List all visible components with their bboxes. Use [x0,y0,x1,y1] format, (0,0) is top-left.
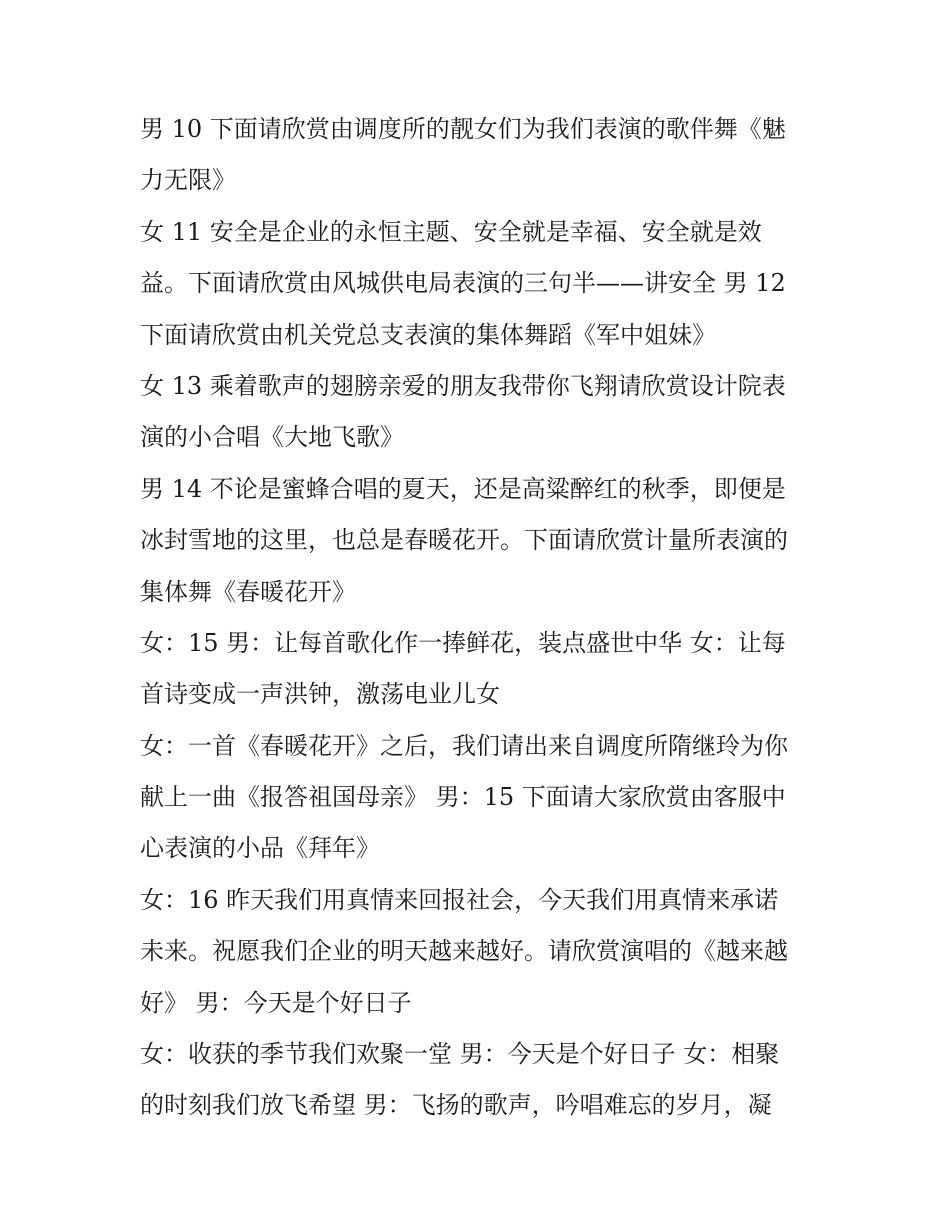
text-line: 未来。祝愿我们企业的明天越来越好。请欣赏演唱的《越来越 [140,937,788,966]
text-line: 男 10 下面请欣赏由调度所的靓女们为我们表演的歌伴舞《魅 [140,115,786,143]
text-line: 女：一首《春暖花开》之后，我们请出来自调度所隋继玲为你 [140,731,788,760]
document-body [140,104,830,1132]
text-line: 冰封雪地的这里，也总是春暖花开。下面请欣赏计量所表演的 [140,526,788,555]
text-line: 女 13 乘着歌声的翅膀亲爱的朋友我带你飞翔请欣赏设计院表 [140,371,786,400]
text-line: 男 14 不论是蜜蜂合唱的夏天，还是高粱醉红的秋季，即便是 [140,474,786,503]
text-line: 女：16 昨天我们用真情来回报社会，今天我们用真情来承诺 [140,885,779,914]
text-line: 首诗变成一声洪钟，激荡电业儿女 [140,680,500,709]
text-line: 演的小合唱《大地飞歌》 [140,423,404,452]
text-line: 心表演的小品《拜年》 [140,834,380,863]
text-line: 的时刻我们放飞希望 男：飞扬的歌声，吟唱难忘的岁月，凝 [140,1091,772,1120]
text-line: 集体舞《春暖花开》 [140,577,356,606]
text-line: 力无限》 [140,166,236,195]
text-line: 好》 男：今天是个好日子 [140,988,412,1017]
text-line: 女 11 安全是企业的永恒主题、安全就是幸福、安全就是效 [140,217,762,246]
text-line: 献上一曲《报答祖国母亲》 男：15 下面请大家欣赏由客服中 [140,783,786,812]
text-line: 益。下面请欣赏由风城供电局表演的三句半——讲安全 男 12 [140,269,786,298]
text-line: 女：收获的季节我们欢聚一堂 男：今天是个好日子 女：相聚 [140,1040,780,1069]
text-line: 女：15 男：让每首歌化作一捧鲜花，装点盛世中华 女：让每 [140,628,786,657]
text-line: 下面请欣赏由机关党总支表演的集体舞蹈《军中姐妹》 [140,320,716,349]
